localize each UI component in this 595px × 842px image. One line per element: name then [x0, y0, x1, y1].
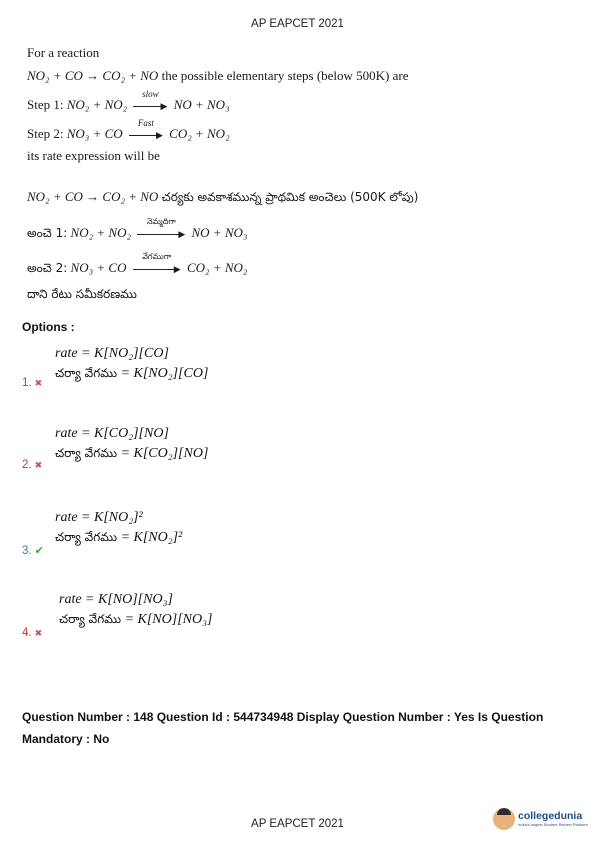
option-2-number[interactable]: 2. ✖ [22, 459, 43, 471]
wrong-icon: ✖ [34, 628, 43, 638]
question-metadata: Question Number : 148 Question Id : 544734948 Display Question Number : Yes Is Question Mandatory : No [22, 710, 544, 746]
question-intro: For a reaction [27, 45, 100, 60]
arrow-label-slow-te: నెమ్మదిగా [146, 217, 176, 227]
step-1-reactants-te: NO₂ + NO₂ [70, 225, 131, 240]
option-3-number[interactable]: 3. ✔ [22, 545, 44, 557]
reaction-arrow: నెమ్మదిగా ▶ [137, 229, 185, 239]
question-closing: its rate expression will be [27, 148, 160, 163]
option-4-number[interactable]: 4. ✖ [22, 627, 43, 639]
wrong-icon: ✖ [34, 460, 43, 470]
step-2-products: CO₂ + NO₂ [169, 126, 230, 141]
reaction-arrow: slow ▶ [133, 101, 167, 111]
question-reaction-line-te [27, 189, 418, 207]
reaction-tail: the possible elementary steps (below 500K) are [161, 68, 409, 83]
question-reaction-line [27, 68, 409, 84]
option-3-rate-te: చర్యా వేగము = K[NO₂]² [55, 530, 183, 545]
reaction-equation-te: NO₂ + CO → CO₂ + NO [27, 189, 159, 204]
step-2-products-te: CO₂ + NO₂ [186, 260, 248, 275]
collegedunia-logo[interactable] [493, 808, 588, 830]
step-1-line-te [27, 217, 248, 243]
option-4-rate-en: rate = K[NO][NO₃] [59, 592, 173, 607]
step-2-reactants: NO₃ + CO [66, 126, 123, 141]
option-1-number[interactable]: 1. ✖ [22, 377, 43, 389]
step-1-label: Step 1: [27, 97, 64, 112]
step-2-label-te: అంచె 2: [27, 261, 68, 275]
step-1-products: NO + NO₃ [173, 97, 230, 112]
arrow-label-fast-te: వేగముగా [142, 252, 172, 262]
option-4-rate-te: చర్యా వేగము = K[NO][NO₃] [59, 612, 213, 627]
wrong-icon: ✖ [34, 378, 43, 388]
page-header-title: AP EAPCET 2021 [251, 18, 344, 30]
step-2-reactants-te: NO₃ + CO [70, 260, 127, 275]
question-closing-te: దాని రేటు సమీకరణము [27, 287, 137, 301]
option-1-rate-en: rate = K[NO₂][CO] [55, 346, 169, 361]
step-1-products-te: NO + NO₃ [191, 225, 248, 240]
option-2-rate-en: rate = K[CO₂][NO] [55, 426, 169, 441]
reaction-arrow: Fast ▶ [129, 130, 163, 140]
page-footer-title: AP EAPCET 2021 [251, 818, 344, 830]
option-3-rate-en: rate = K[NO₂]² [55, 510, 143, 525]
options-heading: Options : [22, 320, 75, 334]
step-1-reactants: NO₂ + NO₂ [66, 97, 128, 112]
logo-avatar-icon [493, 808, 515, 830]
step-2-line [27, 118, 230, 142]
step-2-label: Step 2: [27, 126, 64, 141]
logo-name: collegedunia [518, 810, 583, 822]
reaction-tail-te: చర్యకు అవకాశమున్న ప్రాథమిక అంచెలు (500K లోపు) [161, 190, 419, 204]
arrow-label-fast: Fast [137, 118, 154, 129]
logo-tagline: India's largest Student Review Platform [518, 822, 588, 827]
correct-check-icon: ✔ [34, 545, 44, 557]
step-1-label-te: అంచె 1: [27, 226, 68, 240]
option-1-rate-te: చర్యా వేగము = K[NO₂][CO] [55, 366, 209, 381]
arrow-label-slow: slow [142, 89, 159, 100]
step-2-line-te [27, 252, 248, 278]
reaction-arrow: వేగముగా ▶ [133, 264, 181, 274]
option-2-rate-te: చర్యా వేగము = K[CO₂][NO] [55, 446, 209, 461]
step-1-line [27, 89, 230, 113]
reaction-equation: NO₂ + CO → CO₂ + NO [27, 68, 159, 83]
